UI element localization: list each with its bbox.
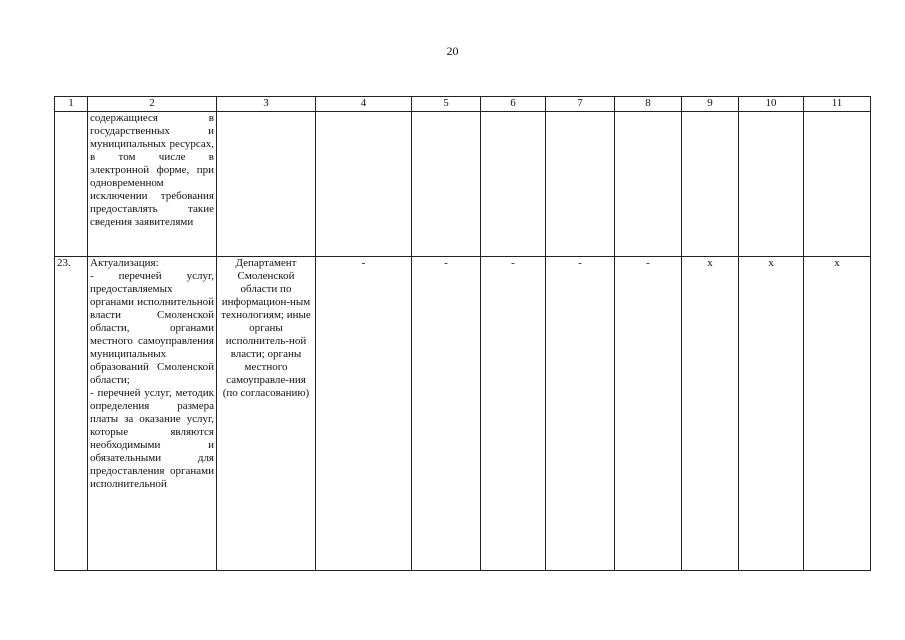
col-header-3: 3 xyxy=(217,97,316,112)
cell-col5 xyxy=(412,112,481,257)
cell-col10: х xyxy=(739,257,804,571)
col-header-5: 5 xyxy=(412,97,481,112)
col-header-8: 8 xyxy=(615,97,682,112)
cell-description: содержащиеся в государственных и муниципальных ресурсах, в том числе в электронной форме, при одновременном исключении требования предоставлять такие сведения заявителями xyxy=(88,112,217,257)
cell-col9: х xyxy=(682,257,739,571)
cell-col10 xyxy=(739,112,804,257)
col-header-11: 11 xyxy=(804,97,871,112)
table-row-23 xyxy=(55,257,871,571)
col-header-2: 2 xyxy=(88,97,217,112)
cell-col6 xyxy=(481,112,546,257)
cell-col4: - xyxy=(316,257,412,571)
cell-executor: Департамент Смоленской области по информацион-ным технологиям; иные органы исполнитель-ной власти; органы местного самоуправле-ния (по согласованию) xyxy=(217,257,316,571)
cell-col6: - xyxy=(481,257,546,571)
cell-col11 xyxy=(804,112,871,257)
cell-col7 xyxy=(546,112,615,257)
cell-executor xyxy=(217,112,316,257)
col-header-10: 10 xyxy=(739,97,804,112)
col-header-4: 4 xyxy=(316,97,412,112)
col-header-9: 9 xyxy=(682,97,739,112)
col-header-6: 6 xyxy=(481,97,546,112)
cell-col5: - xyxy=(412,257,481,571)
cell-col8: - xyxy=(615,257,682,571)
cell-col9 xyxy=(682,112,739,257)
cell-col11: х xyxy=(804,257,871,571)
col-header-7: 7 xyxy=(546,97,615,112)
col-header-1: 1 xyxy=(55,97,88,112)
cell-col7: - xyxy=(546,257,615,571)
cell-col4 xyxy=(316,112,412,257)
plan-table xyxy=(54,96,871,571)
cell-description: Актуализация: - перечней услуг, предоставляемых органами исполнительной власти Смоленской области, органами местного самоуправления муниципальных образований Смоленской области; - перечней услуг, методик определения размера платы за оказание услуг, которые являются необходимыми и обязательными для предоставления органами исполнительной xyxy=(88,257,217,571)
page-number: 20 xyxy=(446,44,459,58)
cell-number: 23. xyxy=(55,257,88,571)
cell-number xyxy=(55,112,88,257)
header-row xyxy=(55,97,871,112)
table-row-continued xyxy=(55,112,871,257)
cell-col8 xyxy=(615,112,682,257)
